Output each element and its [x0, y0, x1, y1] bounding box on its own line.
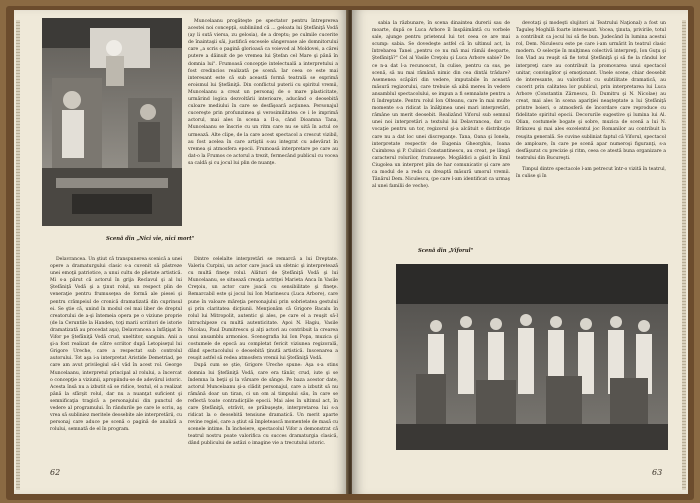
- paragraph: Timpul dintre spectacole l-am petrecut într-o vizită în teatrul, în culise şi în: [516, 166, 666, 179]
- page-number-left: 62: [50, 468, 61, 477]
- photo-caption-right: Scenă din „Viforul": [418, 248, 474, 254]
- text-column-right-bottom: [188, 256, 338, 464]
- scene-photo-right: [396, 264, 668, 450]
- text-column-left-top: [372, 20, 510, 242]
- photo-caption-left: Scenă din „Nici vie, nici mort": [106, 236, 195, 242]
- text-column-left-bottom: [50, 256, 182, 464]
- paragraph: Delavrancea. Un ştiut că transpunerea scenică a unei opere a dramaturgului clasic s-a cuvenit să păstreze unei emoţii patriotice, a unui cultu de plietate artistică. Mi s-a părut că actorul în grija Reclavul şi al lui Ştefăniţă Vodă şi a ţinut rolul, un respect plin de veneraţie pentru frumuseţea de formă ale piesei şi pentru crâmpeiul de cronică dramatizată din cuprinsul ei. Se ştie că, unind în modul cel mai liber de dreptul creatorului de a-şi întemeia opera pe o viziune proprie (de la Ceruntile la Handen, toţi marii scriitori de istorie dramatizată au procedat aşa), Delavrancea a înfăţişat în Vifor pe Ştefăniţă Vodă crud, uneltitor, sanguin. Anii a şi-a fost realizat de către scriitor după Letopiseţul lui Grigore Ureche, care a respectat sub controlul autorului. Tot aşa i-a interpretat Aristide Demetriad, pe care am avut privilegiul să-l văd în acest rol. George Muncelaanu, interpretul principal al rolului, a încercat o concepţie a viziunii, apropiindu-se de adevărul istoric. Acesta însă nu a izbutit să se ridice, textul, el a realizat până la sfârşit rolul, dar nu a nuanţat suficient şi semnificaţia tragică a personajului din punctul de vedere al programului. În rândurile pe care le scriu, aş vrea să subliniez meritele deosebite ale interpretării, cu personaj care aduce pe scenă o pagină de analiză a rolului, semnată de el în program.: [50, 257, 182, 433]
- left-page: [14, 10, 348, 494]
- paragraph: După cum se ştie, Grigore Ureche spune: Aşa s-a stins domnia lui Ştefăniţă Vodă, care era tânăr, crud, iute şi se îndemna la beţii şi la vărsare de sânge. Pe baza acestor date, actorul Muncelaanu şi-a clădit personajul, care a izbutit să nu rămână doar un tiran, ci un om al timpului său, în care se reflectă toate contradicţiile epocii. Mai ales în ultimul act, în care Ştefăniţă, otrăvit, se prăbuşeşte, interpretarea lui s-a ridicat la o deosebită tensiune dramatică. Un merit aparte revine regiei, care a ştiut să împletească momentele de masă cu scenele intime. În încheiere, spectacolul Vifor a demonstrat că teatrul nostru poate valorifica cu succes dramaturgia clasică, dând publicului de astăzi o imagine vie a trecutului istoric.: [188, 363, 338, 447]
- scene-photo-left: [42, 18, 182, 226]
- page-edge-stack: [16, 20, 20, 490]
- stage-scene-illustration: [42, 18, 182, 226]
- paragraph: sabia la răzbunare, în scena dinaintea durerii sau de moarte, după ce Luca Arbore îl înspăimântă cu vorbele sale, ajunge pentru prietenul lui tot ceea ce are mai scump: sabia. Se dovedeşte astfel că în ultimul act, la întrebarea Tanei „pentru ce nu mă mai rămâi deoparte, Ştefăniţă?" Cel al Vasile Creţoiu şi Luca Arbore sabie? De ce n-a dat l-a recunoscut, în culise, pentru ca sus, pe scenă, să nu mai rămână nimic din cea dintâi trădare? Asemenea scăpări din vedere, imputabile în această măsură regizorului, care trebuie să aibă mereu în vedere ansamblul spectacolului, se impun a fi semnalate pentru a fi îndreptate. Pentru rolul Ion Olteanu, care în mai multe momente s-a ridicat la înălţimea unei mari interpretări, rămâne un merit deosebit. Realizând Viforul sub semnul unei noi interpretări a textului lui Delavrancea, dar cu vocaţie pentru un tor, regizorul şi-a alcătuit o distribuţie care nu a dat loc unei discrepanţe. Tana, Oana şi Ionela, interpretate respectiv de Eugenia Gheorghiu, Ioana Cuimbrea şi P. Culinici Constantinescu, au creat, pe lângă caracterul rolurilor, frumuseţe. Mogâldici a găsit în Emil Ciugolea un interpret plin de har comunicativ şi care are ca modul de a reda cu dreaptă măsură umorul vremii. Tânărul Dem. Niculescu, (pe care l-am identificat ca urmaş al unei familii de veche).: [372, 21, 510, 190]
- paragraph: Muncelaanu progăteşte pe spectator pentru întreprerea acestei noi concepţii, subliniind că ... geloata lui Ştefăniţă Vodă (ay li sută viersa, zu gelosia), de a dreptu; pe culmile cucerite de înaintaşii săi, justifică excesele sângeroase ale domnitorului care „a scris o pagină glorioasă ca voievod al Moldovei, a cărei putere a dăinuit de pe vremea lui Ştefan cel Mare şi până în domnia lui". Frumoasă concepţie intelectuală a interpretului a fost credincios realizată pe scenă. Iar ceea ce este mai interesant este că sub această formă teatrală se exprimă eroismul lui Ştefăniţă. Din conflictul puterii cu spiritul vremii, Muncelaanu a creat un personaj de o mare plasticitate, urmărind logica dezvoltării interioare, aducând o deosebită culoare mediului în care se desfăşoară acţiunea. Personajul cucereşte prin profunzimea şi verosimilitatea ce i le imprimă actorul, mai ales în scena a II-a, când Dioamna Tana, Muncelaanu se înscrie cu un ritm care nu se uită în actul ce urmează. Alte clipe, de la care acest spectacol a crescut vizibil, au fost acelea în care artiştii s-au integrat cu adevărat în vremea şi atmosfera epocii. Frumoasă interpretare pe care au dat-o la Frumos ce actorul a trezit, fermecând publicul cu vocea sa caldă şi cu jocul lui plin de nuanţe.: [188, 19, 338, 166]
- open-book: [6, 6, 694, 500]
- page-number-right: 63: [652, 468, 663, 477]
- right-page: [352, 10, 688, 494]
- paragraph: Dintre celelalte interpretări se remarcă a lui Dreptate. Valeriu Curpini, un actor care joacă un sfetnic şi interpretează cu multă fineţe rolul. Alături de Ştefăniţă Vodă şi lui Muncelaanu, se situează creaţia actriţei Marieta Anca în Vasile Creţoiu, un actor care joacă cu sensibilitate şi fineţe. Remarcabil este şi jocul lui Ion Marinescu (Luca Arbore), care pune în valoare măreţia personajului prin sobrietatea gestului şi prin claritatea dicţiunii. Menţionăm că Grigore Bacalu în rolul lui Mitropolit, autentic şi ales, pe care el a reuşit să-l întruchipeze cu multă autenticitate. Apoi N. Hagiu, Vasile Nicolau, Paul Dumitrescu şi alţi actori au contribuit la crearea unui ansamblu armonios. Scenografia lui Ion Popa, muzica şi costumele de epocă au completat fericit viziunea regizorală, dând spectacolului o deosebită ţinută artistică. Inscenarea a reuşit astfel să redea atmosfera vremii lui Ştefăniţă Vodă.: [188, 257, 338, 362]
- page-edge-stack: [682, 20, 686, 490]
- crowd-scene-illustration: [396, 264, 668, 450]
- text-column-right-top: [516, 20, 666, 258]
- text-column-right-top: [188, 18, 338, 252]
- paragraph: devotaţi şi modeşti slujitori ai Teatrului Naţional) a fost un Taguleş Moghilă foarte interesant. Vocea, ţinuta, privirile, totul a contribuit ca jocul lui să fie bun. Judecând în lumina acestui rol, Dem. Niculescu este pe care i-am urmărit în teatrul clasic modern. O selecţie în mulţimea colectivă interpreţi, Ion Guţu şi Ion Vlad au reuşit să fie totul Ştefăniţă şi să fie la rândul lor interpreţi care au contribuit la promovarea unui spectacol unitar, convingător şi emoţionant. Unele scene, chiar deosebit de interesante, au valorificat cu subtilitate dramatică, au cucerit prin calitatea lor publicul, prin interpretarea lui Luca Arbore (Constantin Zărnescu, D. Dumitru şi N. Nicolae) au creat, mai ales în scena apariţiei neaşteptate a lui Ştefăniţă printre boieri, o atmosferă de încordare care reproduce cu fidelitate spiritul epocii. Decorurile sugestive şi lumina lui Al. Olian, costumele bogate şi sobre, muzica de scenă a lui N. Brânzeu şi mai ales excelentul joc Romanilor au contribuit la reuşita generală. Se cuvine subliniat faptul că Viforul, spectacol de amploare, în care pe scenă apar numeroşi figuranţi, s-a desfăşurat cu precizie şi ritm, ceea ce atestă buna organizare a teatrului din Bucureşti.: [516, 21, 666, 161]
